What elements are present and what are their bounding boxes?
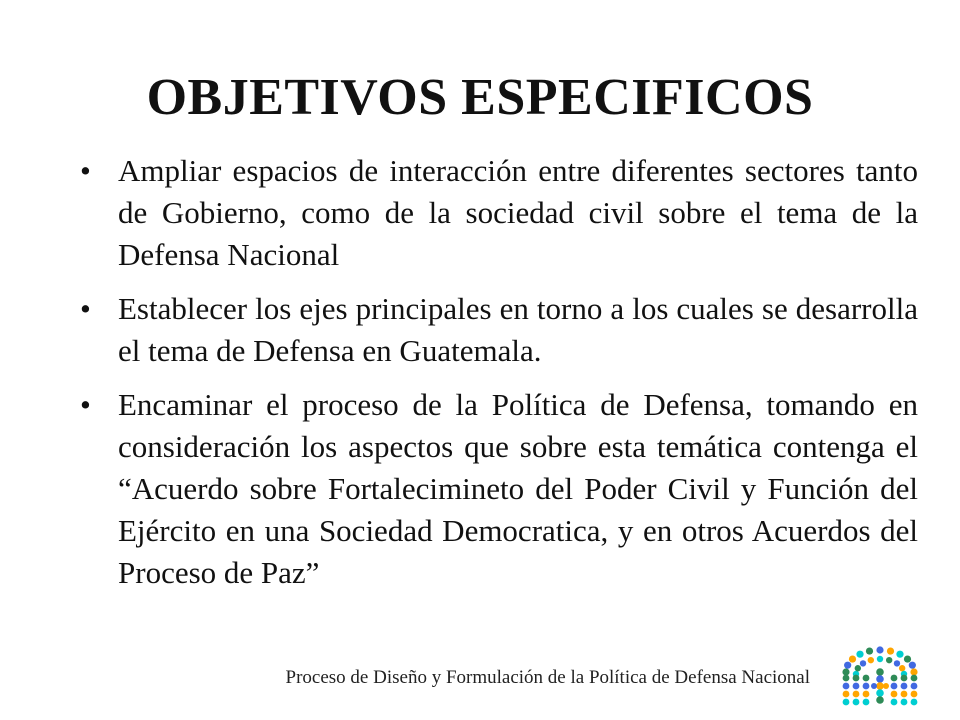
logo-dot <box>843 691 850 698</box>
logo-dot <box>863 691 870 698</box>
colored-dots-logo-icon <box>836 642 920 708</box>
bullet-marker: • <box>80 153 91 188</box>
logo-dot <box>843 675 850 682</box>
bullet-item <box>78 384 918 594</box>
logo-dot <box>901 699 908 706</box>
logo-dot <box>853 691 860 698</box>
bullet-text: Encaminar el proceso de la Política de Defensa, tomando en consideración los aspectos que sobre esta temática contenga el “Acuerdo sobre Fortalecimineto del Poder Civil y Función del Ejército en una Sociedad Democratica, y en otros Acuerdos del Proceso de Paz” <box>118 387 918 590</box>
logo-dot <box>910 668 917 675</box>
bullet-marker: • <box>80 387 91 422</box>
logo-dot <box>855 665 861 671</box>
logo-dot <box>891 683 898 690</box>
bullet-item <box>78 150 918 276</box>
logo-dot <box>876 696 884 704</box>
logo-dot <box>866 647 873 654</box>
logo-dot <box>853 699 860 706</box>
logo-dot <box>877 656 883 662</box>
logo-dot <box>863 675 870 682</box>
logo-dot <box>844 662 851 669</box>
logo-dot <box>896 651 903 658</box>
logo-dot <box>899 665 905 671</box>
logo-dot <box>911 699 918 706</box>
logo-dot <box>871 683 877 689</box>
logo-dot <box>843 683 850 690</box>
logo-dot <box>904 655 911 662</box>
logo-dot <box>901 691 908 698</box>
logo-dot <box>853 683 860 690</box>
logo-dot <box>886 657 892 663</box>
logo-dot <box>891 699 898 706</box>
logo-dot <box>911 683 918 690</box>
logo-dot <box>868 657 874 663</box>
slide-title: OBJETIVOS ESPECIFICOS <box>146 69 814 126</box>
logo-dot <box>909 662 916 669</box>
bullet-marker: • <box>80 291 91 326</box>
bullet-text: Establecer los ejes principales en torno a los cuales se desarrolla el tema de Defensa en Guatemala. <box>118 291 918 368</box>
logo-dot <box>876 646 883 653</box>
logo-dot <box>901 683 908 690</box>
logo-dot <box>887 647 894 654</box>
logo-dot <box>876 689 884 697</box>
logo-dot <box>860 660 866 666</box>
logo-dot <box>863 683 870 690</box>
logo-dot <box>911 691 918 698</box>
logo-dot <box>843 699 850 706</box>
logo-dot <box>883 683 889 689</box>
logo-dot <box>853 675 860 682</box>
logo-dot <box>894 660 900 666</box>
logo-dot <box>876 675 884 683</box>
logo-dot <box>863 699 870 706</box>
slide-footer: Proceso de Diseño y Formulación de la Política de Defensa Nacional <box>285 667 810 688</box>
logo-dot <box>891 675 898 682</box>
logo-dot <box>891 691 898 698</box>
logo-dot <box>911 675 918 682</box>
logo-dot <box>849 655 856 662</box>
logo-dot <box>856 651 863 658</box>
bullet-item <box>78 288 918 372</box>
logo-dot <box>876 668 884 676</box>
logo-dot <box>901 675 908 682</box>
logo-dot <box>876 682 884 690</box>
logo-dot <box>842 668 849 675</box>
bullet-list <box>78 150 918 606</box>
bullet-text: Ampliar espacios de interacción entre diferentes sectores tanto de Gobierno, como de la sociedad civil sobre el tema de la Defensa Nacional <box>118 153 918 272</box>
